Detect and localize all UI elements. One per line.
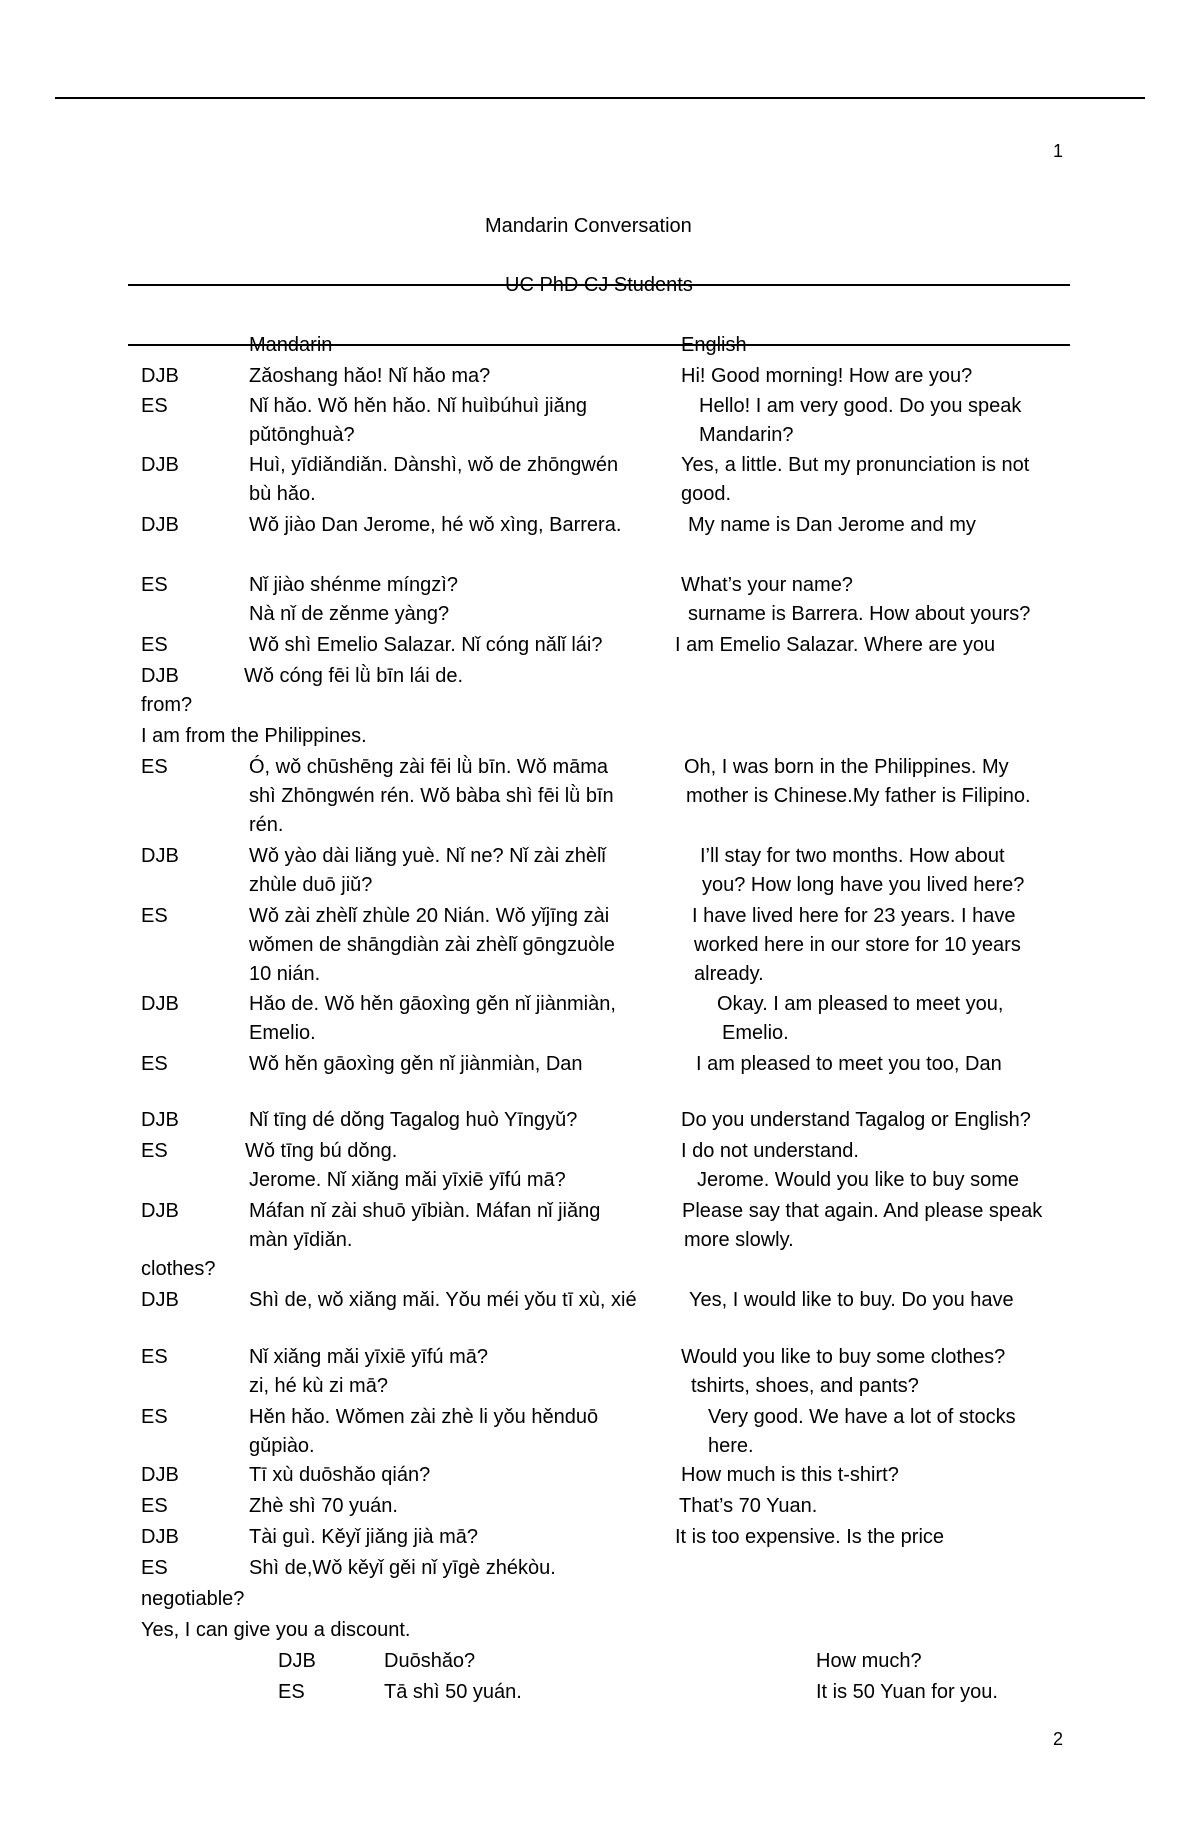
- line-english: Jerome. Would you like to buy some: [697, 1169, 1020, 1191]
- line-speaker: DJB: [278, 1650, 316, 1672]
- line-english: tshirts, shoes, and pants?: [691, 1375, 919, 1397]
- page-number-top: 1: [1053, 141, 1064, 161]
- line-mandarin: Zǎoshang hǎo! Nǐ hǎo ma?: [249, 365, 491, 387]
- line-mandarin: Emelio.: [249, 1022, 316, 1044]
- line-english: My name is Dan Jerome and my: [688, 514, 976, 536]
- line-english: Yes, a little. But my pronunciation is not: [681, 454, 1030, 476]
- line-mandarin: Zhè shì 70 yuán.: [249, 1495, 398, 1517]
- line-mandarin: Nǐ hǎo. Wǒ hěn hǎo. Nǐ huìbúhuì jiǎng: [249, 395, 587, 417]
- line-speaker: DJB: [141, 1526, 179, 1548]
- line-mandarin: zhùle duō jiǔ?: [249, 874, 373, 896]
- line-speaker: ES: [141, 1346, 168, 1368]
- line-mandarin: shì Zhōngwén rén. Wǒ bàba shì fēi lǜ bīn: [249, 785, 614, 807]
- line-speaker: DJB: [141, 1109, 179, 1131]
- line-english: here.: [708, 1435, 754, 1457]
- line-mandarin: Tài guì. Kěyǐ jiǎng jià mā?: [249, 1526, 479, 1548]
- line-mandarin: zi, hé kù zi mā?: [249, 1375, 388, 1397]
- line-mandarin: Wǒ tīng bú dǒng.: [245, 1140, 398, 1162]
- line-mandarin: màn yīdiǎn.: [249, 1229, 353, 1251]
- line-mandarin: Tā shì 50 yuán.: [384, 1681, 522, 1703]
- line-english: It is too expensive. Is the price: [675, 1526, 945, 1548]
- line-english: more slowly.: [684, 1229, 794, 1251]
- line-mandarin: Wǒ yào dài liǎng yuè. Nǐ ne? Nǐ zài zhèlǐ: [249, 845, 606, 867]
- line-speaker: clothes?: [141, 1258, 216, 1280]
- document-subtitle: UC PhD CJ Students: [505, 274, 693, 296]
- line-mandarin: Wǒ cóng fēi lǜ bīn lái de.: [244, 665, 464, 687]
- line-english: How much is this t-shirt?: [681, 1464, 899, 1486]
- line-speaker: DJB: [141, 365, 179, 387]
- line-mandarin: Tī xù duōshǎo qián?: [249, 1464, 431, 1486]
- line-english: Yes, I would like to buy. Do you have: [689, 1289, 1014, 1311]
- line-mandarin: Wǒ jiào Dan Jerome, hé wǒ xìng, Barrera.: [249, 514, 622, 536]
- line-speaker: ES: [141, 1053, 168, 1075]
- line-english: worked here in our store for 10 years: [694, 934, 1021, 956]
- line-english: I am Emelio Salazar. Where are you: [675, 634, 996, 656]
- line-mandarin: Ó, wǒ chūshēng zài fēi lǜ bīn. Wǒ māma: [249, 756, 609, 778]
- line-english: That’s 70 Yuan.: [679, 1495, 818, 1517]
- line-english: already.: [694, 963, 764, 985]
- line-speaker: DJB: [141, 1464, 179, 1486]
- line-speaker: ES: [278, 1681, 305, 1703]
- line-english: mother is Chinese.My father is Filipino.: [686, 785, 1031, 807]
- line-speaker: ES: [141, 395, 168, 417]
- line-speaker: ES: [141, 756, 168, 778]
- line-mandarin: Máfan nǐ zài shuō yībiàn. Máfan nǐ jiǎng: [249, 1200, 601, 1222]
- line-english: It is 50 Yuan for you.: [816, 1681, 998, 1703]
- line-mandarin: Nǐ tīng dé dǒng Tagalog huò Yīngyǔ?: [249, 1109, 578, 1131]
- page-number-bottom: 2: [1053, 1729, 1064, 1749]
- column-header-english: English: [681, 334, 747, 356]
- line-speaker: DJB: [141, 454, 179, 476]
- line-english: Okay. I am pleased to meet you,: [717, 993, 1004, 1015]
- line-mandarin: bù hǎo.: [249, 483, 316, 505]
- line-speaker: ES: [141, 1557, 168, 1579]
- line-mandarin: pǔtōnghuà?: [249, 424, 355, 446]
- line-english: I do not understand.: [681, 1140, 859, 1162]
- line-speaker: ES: [141, 574, 168, 596]
- line-english: Please say that again. And please speak: [682, 1200, 1043, 1222]
- line-mandarin: Nǐ jiào shénme míngzì?: [249, 574, 458, 596]
- line-mandarin: 10 nián.: [249, 963, 321, 985]
- line-mandarin: Duōshǎo?: [384, 1650, 476, 1672]
- line-english: Very good. We have a lot of stocks: [708, 1406, 1016, 1428]
- line-speaker: ES: [141, 1495, 168, 1517]
- line-mandarin: gǔpiào.: [249, 1435, 315, 1457]
- line-english: I’ll stay for two months. How about: [700, 845, 1005, 867]
- line-mandarin: Wǒ hěn gāoxìng gěn nǐ jiànmiàn, Dan: [249, 1053, 583, 1075]
- line-english: Mandarin?: [699, 424, 794, 446]
- line-mandarin: Shì de,Wǒ kěyǐ gěi nǐ yīgè zhékòu.: [249, 1557, 556, 1579]
- line-mandarin: Jerome. Nǐ xiǎng mǎi yīxiē yīfú mā?: [249, 1169, 566, 1191]
- line-mandarin: Huì, yīdiǎndiǎn. Dànshì, wǒ de zhōngwén: [249, 454, 619, 476]
- line-english: Do you understand Tagalog or English?: [681, 1109, 1031, 1131]
- line-english: Would you like to buy some clothes?: [681, 1346, 1006, 1368]
- line-mandarin: Wǒ shì Emelio Salazar. Nǐ cóng nǎlǐ lái?: [249, 634, 603, 656]
- line-speaker: DJB: [141, 1289, 179, 1311]
- line-speaker: DJB: [141, 993, 179, 1015]
- line-english: Emelio.: [722, 1022, 789, 1044]
- line-mandarin: rén.: [249, 814, 284, 836]
- line-speaker: DJB: [141, 665, 179, 687]
- line-mandarin: Hǎo de. Wǒ hěn gāoxìng gěn nǐ jiànmiàn,: [249, 993, 616, 1015]
- line-speaker: ES: [141, 1140, 168, 1162]
- line-english: Hi! Good morning! How are you?: [681, 365, 973, 387]
- top-rule: [55, 97, 1145, 99]
- line-mandarin: Wǒ zài zhèlǐ zhùle 20 Nián. Wǒ yǐjīng zài: [249, 905, 610, 927]
- line-english: Oh, I was born in the Philippines. My: [684, 756, 1009, 778]
- line-english: surname is Barrera. How about yours?: [688, 603, 1031, 625]
- line-english: I have lived here for 23 years. I have: [692, 905, 1016, 927]
- line-speaker: negotiable?: [141, 1588, 245, 1610]
- line-english: What’s your name?: [681, 574, 853, 596]
- line-speaker: from?: [141, 694, 193, 716]
- line-speaker: I am from the Philippines.: [141, 725, 367, 747]
- line-english: I am pleased to meet you too, Dan: [696, 1053, 1002, 1075]
- line-speaker: DJB: [141, 1200, 179, 1222]
- line-mandarin: Shì de, wǒ xiǎng mǎi. Yǒu méi yǒu tī xù, xié: [249, 1289, 637, 1311]
- line-speaker: DJB: [141, 845, 179, 867]
- line-speaker: ES: [141, 634, 168, 656]
- line-english: good.: [681, 483, 732, 505]
- line-speaker: DJB: [141, 514, 179, 536]
- document-title: Mandarin Conversation: [485, 215, 692, 237]
- column-header-mandarin: Mandarin: [249, 334, 333, 356]
- line-speaker: ES: [141, 905, 168, 927]
- line-english: you? How long have you lived here?: [702, 874, 1025, 896]
- line-mandarin: wǒmen de shāngdiàn zài zhèlǐ gōngzuòle: [249, 934, 615, 956]
- line-mandarin: Hěn hǎo. Wǒmen zài zhè li yǒu hěnduō: [249, 1406, 599, 1428]
- line-mandarin: Nà nǐ de zěnme yàng?: [249, 603, 450, 625]
- line-english: How much?: [816, 1650, 922, 1672]
- line-speaker: Yes, I can give you a discount.: [141, 1619, 411, 1641]
- line-english: Hello! I am very good. Do you speak: [699, 395, 1022, 417]
- line-mandarin: Nǐ xiǎng mǎi yīxiē yīfú mā?: [249, 1346, 488, 1368]
- line-speaker: ES: [141, 1406, 168, 1428]
